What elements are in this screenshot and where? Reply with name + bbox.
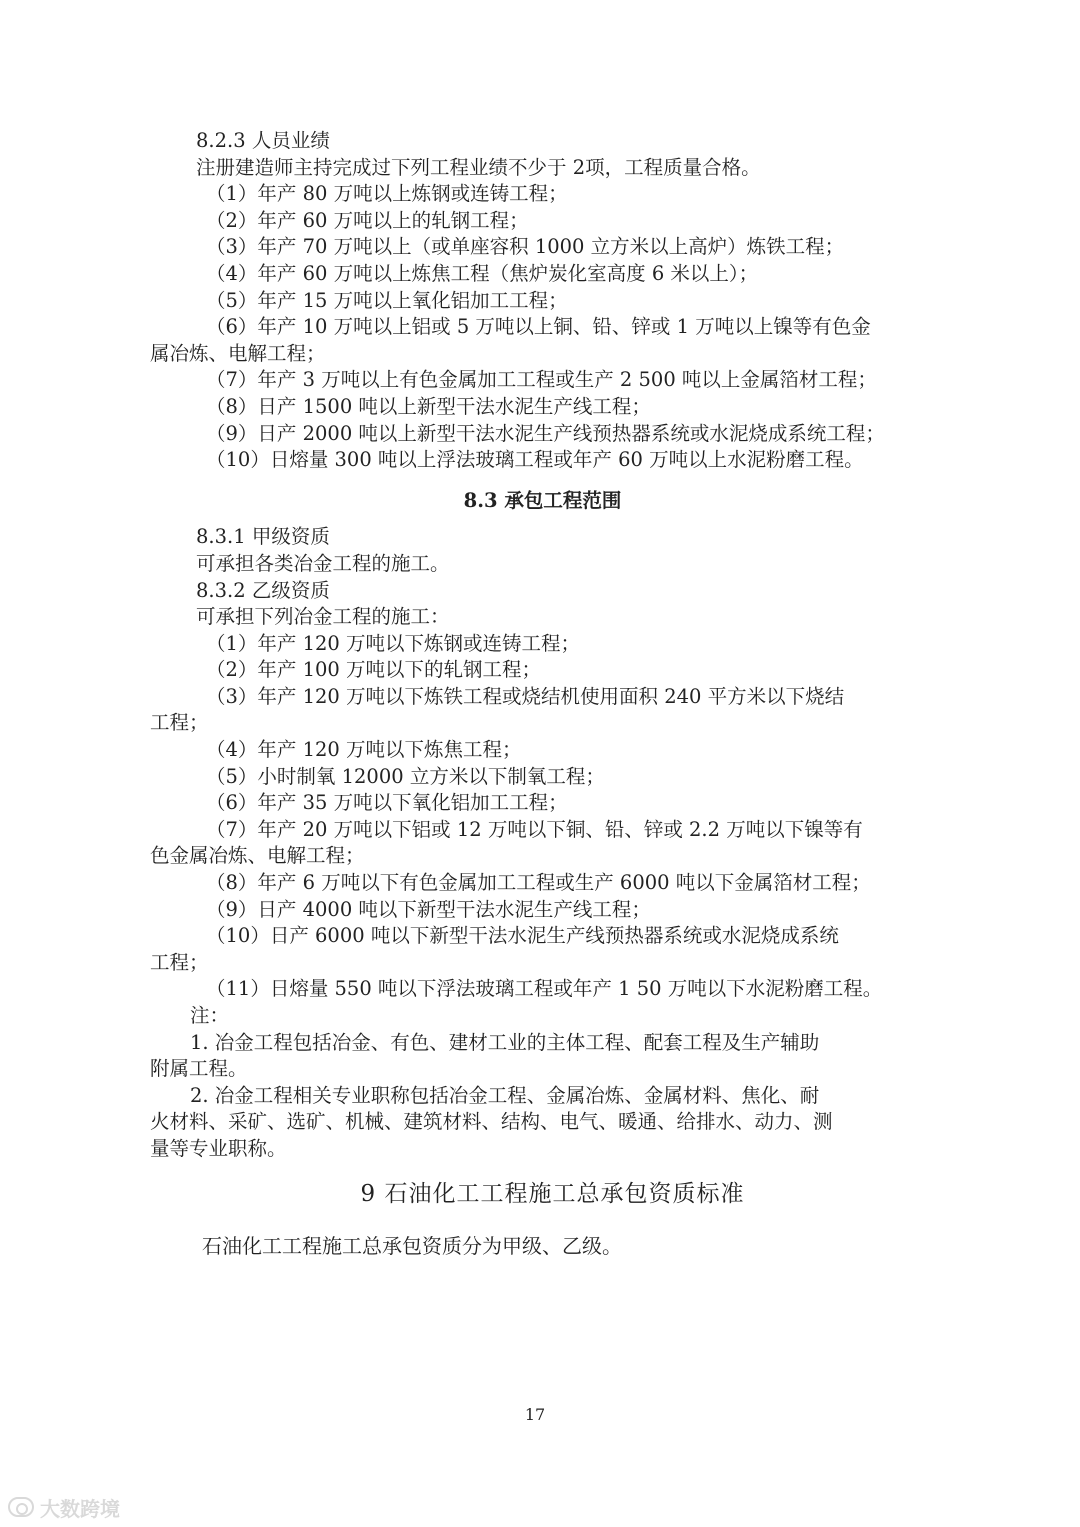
list-item: （1）年产 120 万吨以下炼钢或连铸工程； (206, 631, 581, 655)
note-item-continuation: 附属工程。 (150, 1057, 248, 1081)
list-item: （1）年产 80 万吨以上炼钢或连铸工程； (206, 182, 568, 206)
chapter-intro: 石油化工工程施工总承包资质分为甲级、乙级。 (202, 1233, 622, 1258)
list-item: （6）年产 10 万吨以上铝或 5 万吨以上铜、铅、锌或 1 万吨以上镍等有色金 (206, 315, 871, 339)
paragraph-text: 可承担各类冶金工程的施工。 (196, 551, 450, 575)
list-item: （5）小时制氧 12000 立方米以下制氧工程； (206, 764, 605, 788)
note-item-continuation: 量等专业职称。 (150, 1136, 287, 1160)
subsection-heading-8-3-2: 8.3.2 乙级资质 (196, 578, 330, 602)
watermark-text: 大数跨境 (40, 1496, 120, 1521)
section-heading-8-2-3: 8.2.3 人员业绩 (196, 129, 330, 152)
list-item-continuation: 色金属冶炼、电解工程； (150, 844, 365, 868)
list-item: （7）年产 20 万吨以下铝或 12 万吨以下铜、铅、锌或 2.2 万吨以下镍等有 (206, 817, 863, 841)
note-item-continuation: 火材料、采矿、选矿、机械、建筑材料、结构、电气、暖通、给排水、动力、测 (150, 1110, 833, 1134)
chapter-title-9: 9 石油化工工程施工总承包资质标准 (360, 1180, 745, 1207)
section-title-8-3: 8.3 承包工程范围 (463, 488, 622, 512)
list-item: （8）年产 6 万吨以下有色金属加工工程或生产 6000 吨以下金属箔材工程； (206, 871, 871, 895)
list-item-continuation: 属冶炼、电解工程； (150, 341, 326, 365)
list-item: （8）日产 1500 吨以上新型干法水泥生产线工程； (206, 394, 651, 418)
list-item: （6）年产 35 万吨以下氧化铝加工工程； (206, 791, 568, 815)
list-item: （4）年产 120 万吨以下炼焦工程； (206, 738, 522, 762)
paragraph-intro: 注册建造师主持完成过下列工程业绩不少于 2项，工程质量合格。 (196, 155, 761, 179)
list-item: （2）年产 100 万吨以下的轧钢工程； (206, 658, 542, 682)
subsection-heading-8-3-1: 8.3.1 甲级资质 (196, 525, 330, 549)
list-item: （2）年产 60 万吨以上的轧钢工程； (206, 208, 529, 232)
list-item: （5）年产 15 万吨以上氧化铝加工工程； (206, 288, 568, 312)
list-item: （3）年产 120 万吨以下炼铁工程或烧结机使用面积 240 平方米以下烧结 (206, 684, 845, 708)
document-body (150, 128, 915, 1259)
watermark-logo-icon (8, 1497, 34, 1517)
note-item: 2. 冶金工程相关专业职称包括冶金工程、金属冶炼、金属材料、焦化、耐 (190, 1083, 820, 1107)
list-item: （4）年产 60 万吨以上炼焦工程（焦炉炭化室高度 6 米以上）； (206, 261, 759, 285)
page-number: 17 (524, 1405, 546, 1424)
list-item: （10）日熔量 300 吨以上浮法玻璃工程或年产 60 万吨以上水泥粉磨工程。 (206, 448, 864, 472)
list-item: （9）日产 4000 吨以下新型干法水泥生产线工程； (206, 897, 651, 921)
list-item-continuation: 工程； (150, 711, 209, 735)
note-item: 1. 冶金工程包括冶金、有色、建材工业的主体工程、配套工程及生产辅助 (190, 1030, 820, 1054)
list-item: （3）年产 70 万吨以上（或单座容积 1000 立方米以上高炉）炼铁工程； (206, 235, 845, 259)
note-label: 注： (190, 1004, 230, 1027)
paragraph-intro: 可承担下列冶金工程的施工： (196, 605, 450, 629)
watermark (8, 1492, 120, 1522)
list-item: （9）日产 2000 吨以上新型干法水泥生产线预热器系统或水泥烧成系统工程； (206, 421, 885, 445)
list-item: （10）日产 6000 吨以下新型干法水泥生产线预热器系统或水泥烧成系统 (206, 924, 839, 948)
list-item: （11）日熔量 550 吨以下浮法玻璃工程或年产 1 50 万吨以下水泥粉磨工程。 (206, 977, 883, 1001)
list-item: （7）年产 3 万吨以上有色金属加工工程或生产 2 500 吨以上金属箔材工程； (206, 368, 877, 392)
list-item-continuation: 工程； (150, 950, 209, 974)
